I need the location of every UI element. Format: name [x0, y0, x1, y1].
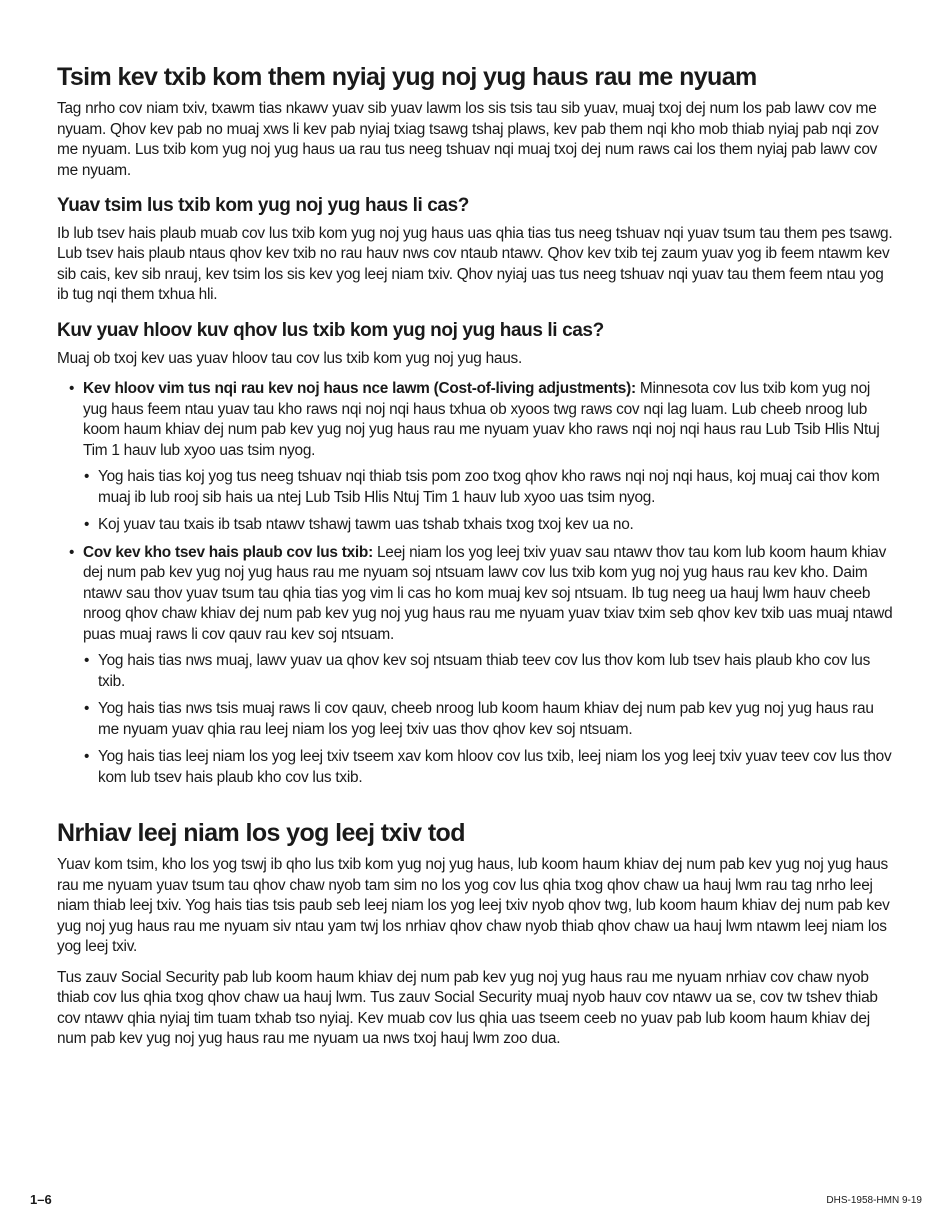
cola-label: Kev hloov vim tus nqi rau kev noj haus nce lawm (Cost-of-living adjustments):: [83, 380, 636, 398]
section-title-locate-parent: Nrhiav leej niam los yog leej txiv tod: [57, 819, 465, 848]
court-review-sublist: [83, 651, 893, 788]
list-item: • Yog hais tias nws muaj, lawv yuav ua qhov kev soj ntsuam thiab teev cov lus thov kom lub tsev hais plaub kho cov lus txib.: [57, 651, 893, 692]
list-item-cola: [57, 379, 893, 536]
court-review-text: Leej niam los yog leej txiv yuav sau ntawv thov tau kom lub koom haum khiav dej num pab kev yug noj yug haus rau me nyuam soj ntsuam lawv cov lus txib kom yug noj yug haus rau kev kho. Daim ntawv sau thov yuav tsum tau qhia tias yog vim li cas ho kom muaj kev soj ntsuam. Ib tug neeg ua hauj lwm hauv cheeb nroog qhov chaw khiav dej num pab kev yug noj yug haus rau me nyuam yuav txiav txim seb qhov kev txib uas muaj ntawd puas muaj raws li cov qauv rau kev soj ntsuam.: [83, 543, 893, 643]
list-item: • Koj yuav tau txais ib tsab ntawv tshawj tawm uas tshab txhais txog txoj kev ua no.: [57, 515, 893, 536]
paragraph-how-order-established: Ib lub tsev hais plaub muab cov lus txib kom yug noj yug haus uas qhia tias tus neeg tshuav nqi yuav tsum tau them pes tsawg. Lub tsev hais plaub ntaus qhov kev txib no rau hauv nws cov ntaub ntawv. Qhov kev txib tej zaum yuav yog ib feem ntawm kev sib cais, kev sib nrauj, kev tsim los sis kev yog leej niam txiv. Qhov nyiaj uas tus neeg tshuav nqi yuav tau them feem ntau yog ib tug nqi them txhua hli.: [57, 224, 893, 304]
paragraph-locate-parent: Yuav kom tsim, kho los yog tswj ib qho lus txib kom yug noj yug haus, lub koom haum khiav dej num pab kev yug noj yug haus rau me nyuam yuav tsum tau qhov chaw nyob tam sim no los yog cov lus qhia txog qhov chaw ua hauj lwm rau tag nrho leej niam thiab leej txiv. Yog hais tias tsis paub seb leej niam los yog leej txiv nyob qhov twg, lub koom haum khiav dej num pab kev yug noj yug haus rau me nyuam siv ntau yam twj los nrhiav qhov chaw nyob thiab qhov chaw ua hauj lwm ntawm leej niam los yog leej txiv.: [57, 856, 890, 956]
list-item: • Yog hais tias leej niam los yog leej txiv tseem xav kom hloov cov lus txib, leej niam los yog leej txiv yuav teev cov lus thov kom lub tsev hais plaub kho cov lus txib.: [57, 747, 893, 788]
heading-how-change-order: Kuv yuav hloov kuv qhov lus txib kom yug noj yug haus li cas?: [57, 319, 604, 341]
form-code: DHS-1958-HMN 9-19: [826, 1195, 922, 1206]
paragraph-social-security: Tus zauv Social Security pab lub koom haum khiav dej num pab kev yug noj yug haus rau me nyuam nrhiav cov chaw nyob thiab cov lus qhia txog qhov chaw ua hauj lwm. Tus zauv Social Security muaj nyob hauv cov ntawv ua se, cov tw tshev thiab cov ntawv qhia nyiaj tim tuam txhab tso nyiaj. Kev muab cov lus qhia uas tseem ceeb no yuav pab lub koom haum khiav dej num pab kev yug noj yug haus rau me nyuam ua nws txoj hauj lwm zoo dua.: [57, 968, 878, 1048]
section-title-child-support-order: Tsim kev txib kom them nyiaj yug noj yug haus rau me nyuam: [57, 63, 757, 91]
page-number: 1–6: [30, 1192, 52, 1207]
cola-text: Minnesota cov lus txib kom yug noj yug haus feem ntau yuav tau kho raws nqi noj nqi haus txhua ob xyoos twg raws cov nqi lag luam. Lub cheeb nroog lub koom haum khiav dej num pab kev yug noj yug haus rau me nyuam yuav kho raws nqi noj nqi haus rau Lub Tsib Hlis Ntuj Tim 1 hauv lub xyoo uas tsim nyog.: [83, 380, 880, 459]
document-page: [57, 62, 893, 1060]
cola-sublist: [83, 467, 893, 536]
paragraph-two-ways: Muaj ob txoj kev uas yuav hloov tau cov lus txib kom yug noj yug haus.: [57, 349, 522, 367]
intro-paragraph: Tag nrho cov niam txiv, txawm tias nkawv yuav sib yuav lawm los sis tsis tau sib yuav, muaj txoj dej num los pab lawv cov me nyuam. Qhov kev pab no muaj xws li kev pab nyiaj txiag tsawg tshaj plaws, kev pab them nqi kho mob thiab nyiaj pab nqi zov me nyuam. Lus txib kom yug noj yug haus ua rau tus neeg tshuav nqi muaj txoj dej num raws cai los them nyiaj pab lawv cov me nyuam.: [57, 100, 879, 179]
list-item: • Yog hais tias nws tsis muaj raws li cov qauv, cheeb nroog lub koom haum khiav dej num pab kev yug noj yug haus rau me nyuam yuav qhia rau leej niam los yog leej txiv uas thov qhov kev soj ntsuam.: [57, 699, 893, 740]
court-review-label: Cov kev kho tsev hais plaub cov lus txib:: [83, 543, 373, 561]
heading-how-order-established: Yuav tsim lus txib kom yug noj yug haus li cas?: [57, 195, 469, 216]
list-item-court-review: [57, 543, 893, 789]
list-item: • Yog hais tias koj yog tus neeg tshuav nqi thiab tsis pom zoo txog qhov kho raws nqi noj nqi haus, koj muaj cai thov kom muaj ib lub rooj sib hais ua ntej Lub Tsib Hlis Ntuj Tim 1 hauv lub xyoo uas tsim nyog.: [57, 467, 893, 508]
change-methods-list: [57, 379, 893, 788]
